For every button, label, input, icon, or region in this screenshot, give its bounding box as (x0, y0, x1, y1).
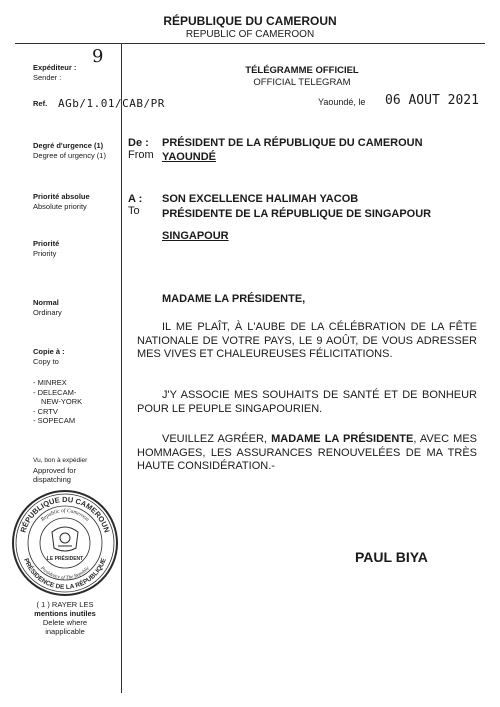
ref-label: Ref. (33, 99, 48, 108)
paragraph-1: IL ME PLAÎT, À L'AUBE DE LA CÉLÉBRATION DE LA FÊTE NATIONALE DE VOTRE PAYS, LE 9 AOÛT, DE VOUS ADRESSER MES VIVES ET CHALEUREUSES FÉLICITATIONS. (137, 321, 477, 360)
seal-emblem-icon (52, 527, 78, 551)
date-label: Yaoundé, le (318, 97, 366, 107)
date-stamp: 06 AOUT 2021 (385, 93, 479, 108)
from-name: PRÉSIDENT DE LA RÉPUBLIQUE DU CAMEROUN (162, 137, 423, 149)
signature-name: PAUL BIYA (355, 549, 428, 565)
to-name: SON EXCELLENCE HALIMAH YACOB (162, 193, 359, 205)
from-city: YAOUNDÉ (162, 151, 216, 163)
svg-text:Republic of Cameroon (39, 507, 90, 524)
seal-center-text: LE PRÉSIDENT (46, 556, 84, 562)
normal-label: Normal Ordinary (33, 298, 62, 317)
absolute-priority-label: Priorité absolue Absolute priority (33, 192, 90, 211)
seal-graphic (10, 488, 120, 598)
seal-outer-bottom: PRÉSIDENCE DE LA RÉPUBLIQUE (22, 557, 108, 592)
seal-inner-top: Republic of Cameroon (39, 507, 91, 523)
copy-item: - MINREX (33, 378, 67, 387)
copy-to-label: Copie à : Copy to (33, 347, 65, 366)
sender-label: Expéditeur : Sender : (33, 63, 77, 82)
column-divider (121, 43, 122, 693)
priority-label: Priorité Priority (33, 239, 60, 258)
urgency-label: Degré d'urgence (1) Degree of urgency (1) (33, 141, 106, 160)
paragraph-2: J'Y ASSOCIE MES SOUHAITS DE SANTÉ ET DE BONHEUR POUR LE PEUPLE SINGAPOURIEN. (137, 389, 477, 415)
to-label: A : To (128, 193, 143, 217)
header-republic-en: REPUBLIC OF CAMEROON (185, 29, 315, 40)
approval-label: Vu, bon à expédier Approved for dispatching (33, 457, 88, 484)
paragraph-3: VEUILLEZ AGRÉER, MADAME LA PRÉSIDENTE, AVEC MES HOMMAGES, LES ASSURANCES RENOUVELÉES DE MA TRÈS HAUTE CONSIDÉRATION.- (137, 433, 478, 472)
telegram-title-en: OFFICIAL TELEGRAM (253, 77, 351, 88)
seal-outer-top: RÉPUBLIQUE DU CAMEROUN (18, 494, 112, 534)
from-label: De : From (128, 137, 154, 161)
to-title: PRÉSIDENTE DE LA RÉPUBLIQUE DE SINGAPOUR (162, 208, 432, 220)
seal-inner-bottom: Presidency of The Republic (39, 566, 91, 582)
sender-handwritten-initial: 9 (92, 46, 104, 67)
ref-value: AGb/1.01/CAB/PR (58, 97, 165, 110)
header-rule (15, 43, 485, 44)
delete-instructions: ( 1 ) RAYER LES mentions inutiles Delete where inapplicable (34, 600, 96, 636)
presidential-seal (10, 488, 120, 598)
svg-text:RÉPUBLIQUE DU CAMEROUN (18, 495, 111, 534)
to-city: SINGAPOUR (162, 230, 229, 242)
header-republic-fr: RÉPUBLIQUE DU CAMEROUN (163, 14, 337, 28)
copy-item: - DELECAM- (33, 387, 77, 397)
copy-list (33, 378, 82, 426)
copy-item: NEW-YORK (41, 397, 83, 406)
copy-item: - CRTV (33, 406, 58, 416)
salutation: MADAME LA PRÉSIDENTE, (162, 293, 306, 305)
telegram-title-fr: TÉLÉGRAMME OFFICIEL (245, 65, 359, 76)
copy-item: - SOPECAM (33, 416, 76, 425)
